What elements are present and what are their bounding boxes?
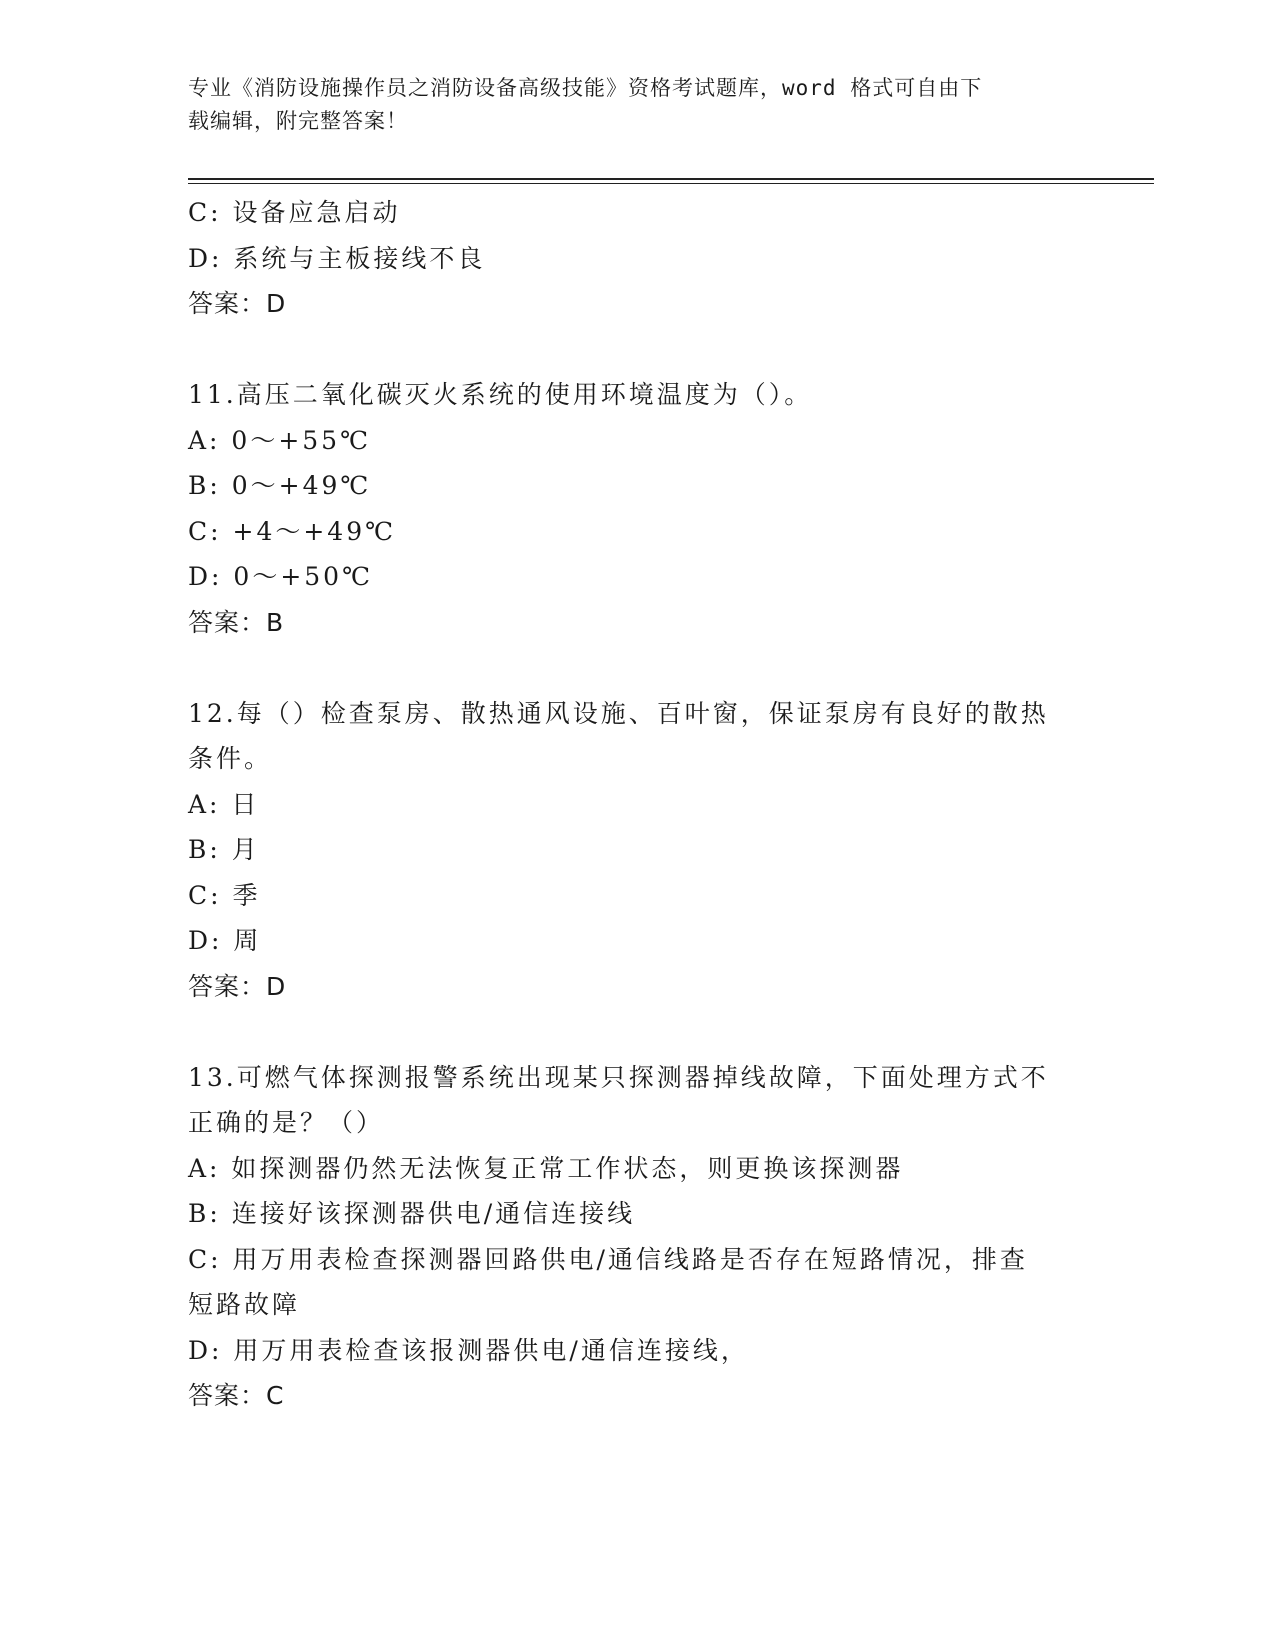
option-line: D: 0～+50℃ <box>188 562 374 591</box>
answer-line: 答案：D <box>188 289 287 318</box>
question-stem: 13.可燃气体探测报警系统出现某只探测器掉线故障，下面处理方式不 <box>188 1062 1049 1092</box>
option-line: C: +4～+49℃ <box>188 516 397 546</box>
option-line: B: 连接好该探测器供电/通信连接线 <box>188 1199 636 1228</box>
option-line: A: 如探测器仍然无法恢复正常工作状态，则更换该探测器 <box>188 1153 904 1183</box>
question-11 <box>188 372 1088 645</box>
option-line: 短路故障 <box>188 1290 301 1319</box>
spacer <box>188 645 1088 691</box>
answer-line: 答案：D <box>188 971 287 1001</box>
question-13 <box>188 1055 1088 1419</box>
option-line: C: 季 <box>188 880 261 910</box>
option-line: D: 用万用表检查该报测器供电/通信连接线， <box>188 1335 749 1365</box>
option-line: B: 月 <box>188 835 260 864</box>
question-list <box>188 190 1088 1419</box>
question-stem: 11.高压二氧化碳灭火系统的使用环境温度为（）。 <box>188 380 813 409</box>
header-divider-thin <box>188 183 1154 184</box>
header-line: 专业《消防设施操作员之消防设备高级技能》资格考试题库，word 格式可自由下 <box>188 76 983 100</box>
option-line: D: 系统与主板接线不良 <box>188 243 486 273</box>
document-header <box>188 72 1088 138</box>
question-stem: 12.每（）检查泵房、散热通风设施、百叶窗，保证泵房有良好的散热 <box>188 698 1049 728</box>
question-12 <box>188 691 1088 1010</box>
question-stem: 条件。 <box>188 744 273 773</box>
answer-line: 答案：B <box>188 607 285 637</box>
carryover-question <box>188 190 1088 327</box>
question-stem: 正确的是？（） <box>188 1108 385 1137</box>
option-line: C: 用万用表检查探测器回路供电/通信线路是否存在短路情况，排查 <box>188 1244 1028 1274</box>
option-line: D: 周 <box>188 926 262 955</box>
spacer <box>188 1009 1088 1055</box>
option-line: A: 日 <box>188 789 260 819</box>
option-line: A: 0～+55℃ <box>188 425 372 455</box>
header-divider-thick <box>188 178 1154 180</box>
answer-line: 答案：C <box>188 1381 285 1410</box>
option-line: B: 0～+49℃ <box>188 471 372 500</box>
option-line: C: 设备应急启动 <box>188 198 401 227</box>
spacer <box>188 327 1088 373</box>
header-line: 载编辑，附完整答案！ <box>188 109 408 133</box>
